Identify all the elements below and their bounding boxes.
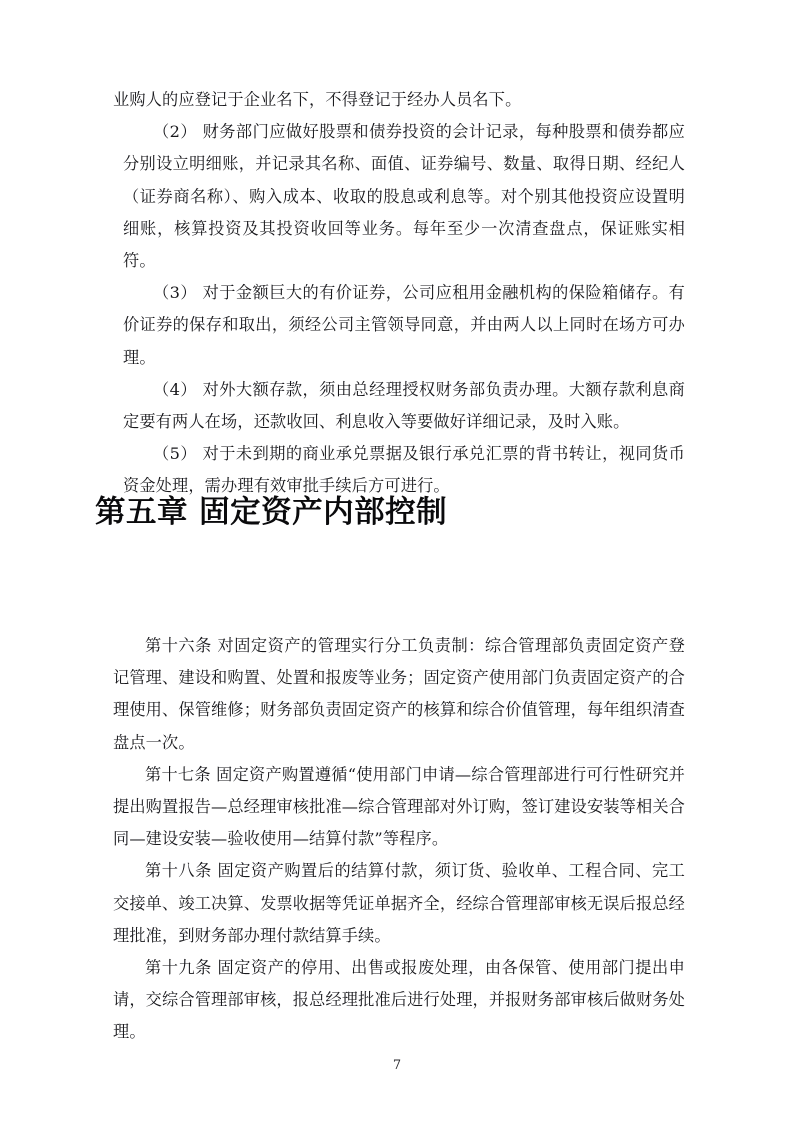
article-17: 第十七条 固定资产购置遵循“使用部门申请—综合管理部进行可行性研究并提出购置报告—总经理审核批准—综合管理部对外订购，签订建设安装等相关合同—建设安装—验收使用—结算付款”等程序。 <box>113 764 685 849</box>
numbered-item-3: （3） 对于金额巨大的有价证券，公司应租用金融机构的保险箱储存。有价证券的保存和取出，须经公司主管领导同意，并由两人以上同时在场方可办理。 <box>123 283 685 367</box>
numbered-item-2: （2） 财务部门应做好股票和债券投资的会计记录，每种股票和债券都应分别设立明细账，并记录其名称、面值、证券编号、数量、取得日期、经纪人（证券商名称）、购入成本、收取的股息或利息等。对个别其他投资应设置明细账，核算投资及其投资收回等业务。每年至少一次清查盘点，保证账实相符。 <box>123 122 685 271</box>
article-18: 第十八条 固定资产购置后的结算付款，须订货、验收单、工程合同、完工交接单、竣工决算、发票收据等凭证单据齐全，经综合管理部审核无误后报总经理批准，到财务部办理付款结算手续。 <box>113 861 685 945</box>
article-16: 第十六条 对固定资产的管理实行分工负责制：综合管理部负责固定资产登记管理、建设和购置、处置和报废等业务；固定资产使用部门负责固定资产的合理使用、保管维修；财务部负责固定资产的核算和综合价值管理，每年组织清查盘点一次。 <box>113 636 685 752</box>
chapter-heading: 第五章 固定资产内部控制 <box>95 494 448 531</box>
numbered-item-4: （4） 对外大额存款，须由总经理授权财务部负责办理。大额存款利息商定要有两人在场，还款收回、利息收入等要做好详细记录，及时入账。 <box>123 379 685 432</box>
page-number: 7 <box>392 1058 402 1073</box>
continuation-paragraph: 业购人的应登记于企业名下，不得登记于经办人员名下。 <box>113 90 522 109</box>
lower-content-block <box>113 630 685 1049</box>
numbered-item-5: （5） 对于未到期的商业承兑票据及银行承兑汇票的背书转让，视同货币资金处理，需办理有效审批手续后方可进行。 <box>123 444 685 496</box>
upper-content-block <box>113 84 685 503</box>
article-19: 第十九条 固定资产的停用、出售或报废处理，由各保管、使用部门提出申请，交综合管理部审核，报总经理批准后进行处理，并报财务部审核后做财务处理。 <box>113 958 685 1042</box>
